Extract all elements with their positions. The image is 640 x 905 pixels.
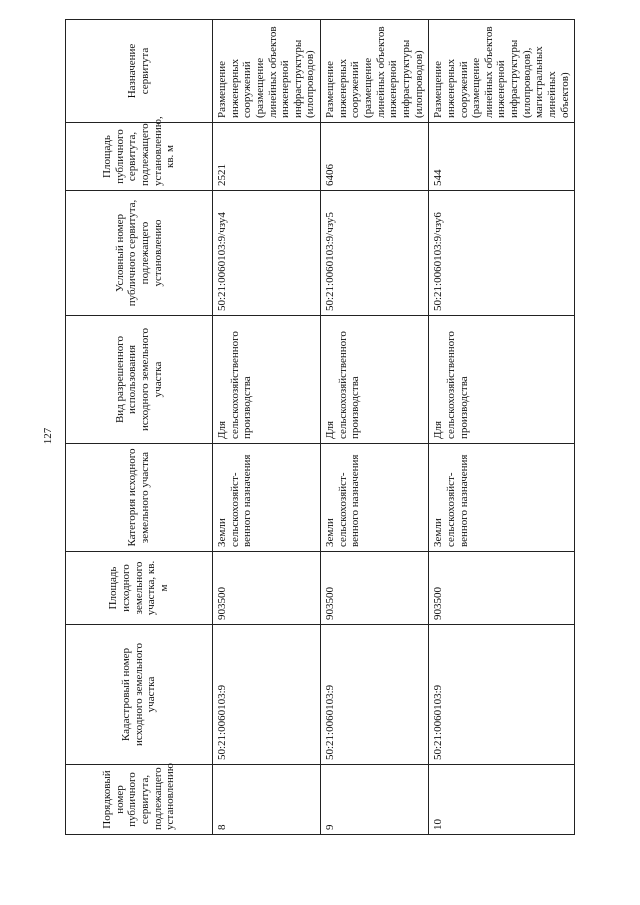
rotated-table-container [65, 20, 571, 835]
cell-num: 10 [429, 765, 575, 835]
cell-purpose: Размещение инженерных сооружений (размещение линейных объектов инженерной инфраструктуры (илопроводов) [321, 20, 429, 123]
cell-num: 8 [213, 765, 321, 835]
header-serial-number: Порядковый номер публичного сервитута, подлежащего установлению [66, 765, 213, 835]
table-row [321, 20, 429, 835]
cell-category: Земли сельскохозяйст-венного назначения [213, 444, 321, 552]
cell-purpose: Размещение инженерных сооружений (размещение линейных объектов инженерной инфраструктуры (илопроводов), магистральных линейных объектов) [429, 20, 575, 123]
cell-use: Для сельскохозяйственного производства [429, 316, 575, 444]
cell-servitude-area: 2521 [213, 123, 321, 191]
header-land-category: Категория исходного земельного участка [66, 444, 213, 552]
header-servitude-purpose: Назначение сервитута [66, 20, 213, 123]
cell-category: Земли сельскохозяйст-венного назначения [321, 444, 429, 552]
cell-use: Для сельскохозяйственного производства [213, 316, 321, 444]
cell-cadastral: 50:21:0060103:9 [429, 625, 575, 765]
cell-servitude-id: 50:21:0060103:9/чзу5 [321, 191, 429, 316]
cell-area: 903500 [321, 552, 429, 625]
cell-purpose: Размещение инженерных сооружений (размещение линейных объектов инженерной инфраструктуры (илопроводов) [213, 20, 321, 123]
cell-cadastral: 50:21:0060103:9 [213, 625, 321, 765]
servitude-table [65, 19, 575, 835]
cell-use: Для сельскохозяйственного производства [321, 316, 429, 444]
header-cadastral-number: Кадастровый номер исходного земельного участка [66, 625, 213, 765]
cell-area: 903500 [213, 552, 321, 625]
cell-servitude-id: 50:21:0060103:9/чзу4 [213, 191, 321, 316]
cell-category: Земли сельскохозяйст-венного назначения [429, 444, 575, 552]
page-number: 127 [42, 427, 54, 445]
cell-servitude-id: 50:21:0060103:9/чзу6 [429, 191, 575, 316]
cell-num: 9 [321, 765, 429, 835]
cell-servitude-area: 544 [429, 123, 575, 191]
cell-area: 903500 [429, 552, 575, 625]
table-row [213, 20, 321, 835]
cell-servitude-area: 6406 [321, 123, 429, 191]
table-row [429, 20, 575, 835]
cell-cadastral: 50:21:0060103:9 [321, 625, 429, 765]
header-servitude-area: Площадь публичного сервитута, подлежащего установлению, кв. м [66, 123, 213, 191]
header-servitude-id: Условный номер публичного сервитута, подлежащего установлению [66, 191, 213, 316]
header-parcel-area: Площадь исходного земельного участка, кв. м [66, 552, 213, 625]
header-permitted-use: Вид разрешенного использования исходного земельного участка [66, 316, 213, 444]
table-header-row [66, 20, 213, 835]
